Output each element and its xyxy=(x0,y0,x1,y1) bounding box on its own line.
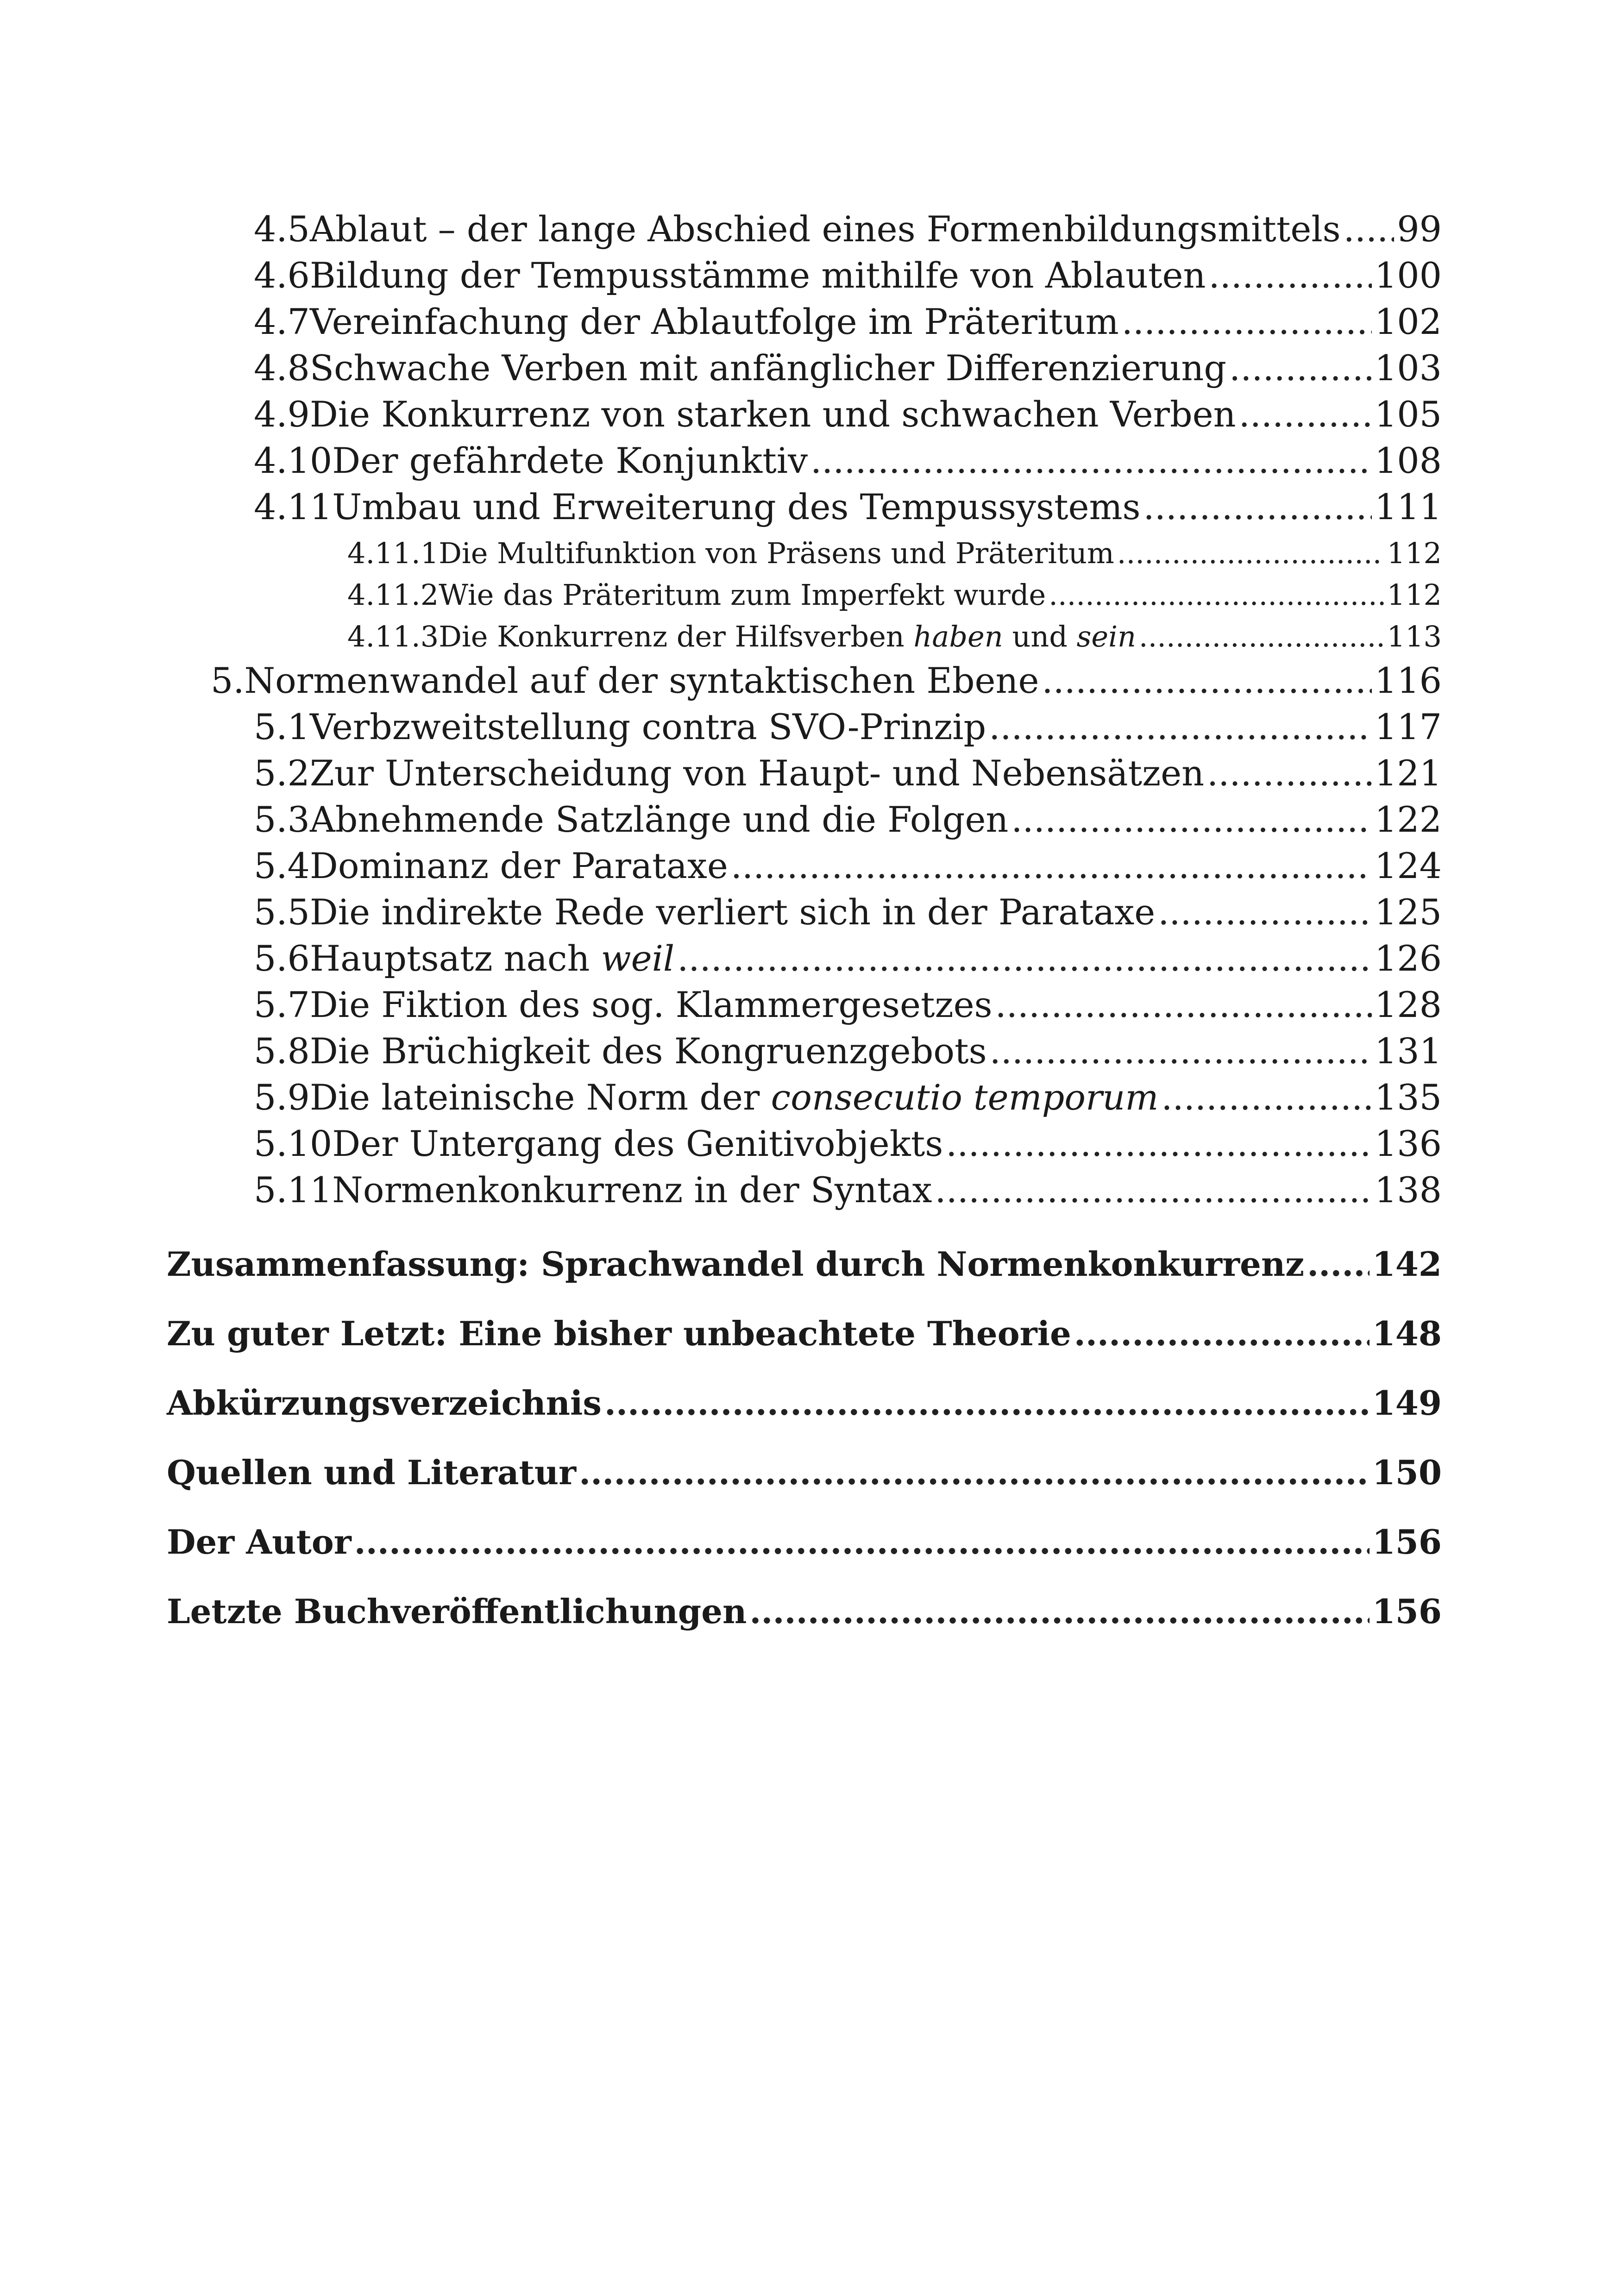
toc-main-autor[interactable] xyxy=(167,1517,1442,1568)
dot-leader xyxy=(935,1167,1372,1213)
entry-title-italic-sein: sein xyxy=(1076,620,1136,653)
chapter-number: 5. xyxy=(211,660,245,701)
entry-title xyxy=(310,935,674,982)
entry-page: 135 xyxy=(1374,1077,1442,1118)
toc-entry-5-2[interactable] xyxy=(254,750,1442,797)
entry-title xyxy=(439,616,1136,658)
main-title: Abkürzungsverzeichnis xyxy=(167,1383,602,1423)
main-title: Quellen und Literatur xyxy=(167,1453,577,1492)
toc-entry-4-5[interactable] xyxy=(254,206,1442,252)
main-page: 142 xyxy=(1372,1244,1442,1284)
main-page: 150 xyxy=(1372,1453,1442,1492)
dot-leader xyxy=(604,1378,1370,1429)
entry-page: 117 xyxy=(1374,706,1442,747)
dot-leader xyxy=(1158,889,1372,935)
entry-title: Der gefährdete Konjunktiv xyxy=(332,440,808,481)
dot-leader xyxy=(1143,484,1372,530)
dot-leader xyxy=(1011,797,1372,843)
entry-page: 136 xyxy=(1374,1123,1442,1164)
main-title: Der Autor xyxy=(167,1522,352,1562)
entry-number: 5.7 xyxy=(254,984,310,1025)
main-title: Zu guter Letzt: Eine bisher unbeachtete Theorie xyxy=(167,1314,1071,1353)
entry-title-text-und: und xyxy=(1003,620,1077,653)
dot-leader xyxy=(1344,206,1395,252)
dot-leader xyxy=(990,1028,1372,1074)
dot-leader xyxy=(1139,616,1384,658)
toc-entry-5-9[interactable] xyxy=(254,1074,1442,1121)
entry-number: 4.11.1 xyxy=(347,536,439,570)
dot-leader xyxy=(989,704,1372,750)
entry-number: 4.10 xyxy=(254,440,333,481)
toc-main-abkuerzungsverzeichnis[interactable] xyxy=(167,1378,1442,1429)
entry-number: 5.2 xyxy=(254,753,310,794)
entry-number: 4.11.3 xyxy=(347,620,439,653)
entry-title: Verbzweitstellung contra SVO-Prinzip xyxy=(309,706,986,747)
entry-page: 99 xyxy=(1397,208,1442,250)
entry-number: 5.9 xyxy=(254,1077,310,1118)
entry-number: 4.7 xyxy=(254,301,310,342)
toc-entry-5-4[interactable] xyxy=(254,843,1442,889)
entry-page: 131 xyxy=(1374,1030,1442,1072)
entry-title: Abnehmende Satzlänge und die Folgen xyxy=(309,799,1009,840)
entry-number: 5.4 xyxy=(254,845,310,886)
entry-title: Die Brüchigkeit des Kongruenzgebots xyxy=(309,1030,987,1072)
entry-title-italic-haben: haben xyxy=(913,620,1003,653)
entry-number: 4.11.2 xyxy=(347,578,439,612)
main-title: Zusammenfassung: Sprachwandel durch Normenkonkurrenz xyxy=(167,1244,1305,1284)
dot-leader xyxy=(731,843,1372,889)
entry-number: 5.3 xyxy=(254,799,310,840)
entry-title: Die Multifunktion von Präsens und Präteritum xyxy=(439,536,1114,570)
toc-entry-5-7[interactable] xyxy=(254,982,1442,1028)
entry-title: Die Konkurrenz von starken und schwachen Verben xyxy=(309,394,1236,435)
entry-title: Umbau und Erweiterung des Tempussystems xyxy=(332,486,1141,527)
entry-title: Ablaut – der lange Abschied eines Formenbildungsmittels xyxy=(309,208,1341,250)
entry-title: Schwache Verben mit anfänglicher Differenzierung xyxy=(309,347,1227,389)
entry-title: Wie das Präteritum zum Imperfekt wurde xyxy=(439,578,1046,612)
toc-entry-5-3[interactable] xyxy=(254,797,1442,843)
toc-entry-4-11-1[interactable] xyxy=(347,533,1442,574)
entry-number: 4.8 xyxy=(254,347,310,389)
dot-leader xyxy=(1117,533,1384,574)
entry-page: 122 xyxy=(1374,799,1442,840)
entry-title-text: Die lateinische Norm der xyxy=(309,1077,771,1118)
dot-leader xyxy=(749,1586,1369,1637)
entry-number: 5.1 xyxy=(254,706,310,747)
chapter-page: 116 xyxy=(1374,660,1442,701)
dot-leader xyxy=(1161,1074,1372,1121)
entry-page: 105 xyxy=(1374,394,1442,435)
toc-entry-5-8[interactable] xyxy=(254,1028,1442,1074)
toc-entry-4-10[interactable] xyxy=(254,438,1442,484)
toc-entry-4-11[interactable] xyxy=(254,484,1442,530)
entry-number: 5.6 xyxy=(254,938,310,979)
entry-page: 113 xyxy=(1387,620,1442,653)
dot-leader xyxy=(1122,299,1372,345)
entry-title: Bildung der Tempusstämme mithilfe von Ablauten xyxy=(309,255,1206,296)
toc-entry-4-11-3[interactable] xyxy=(347,616,1442,658)
toc-entry-5-10[interactable] xyxy=(254,1121,1442,1167)
entry-page: 111 xyxy=(1374,486,1442,527)
entry-title-italic: consecutio temporum xyxy=(771,1077,1159,1118)
entry-page: 126 xyxy=(1374,938,1442,979)
entry-number: 4.6 xyxy=(254,255,310,296)
entry-title-text: Hauptsatz nach xyxy=(309,938,601,979)
dot-leader xyxy=(579,1447,1370,1498)
entry-number: 5.11 xyxy=(254,1169,333,1211)
toc-entry-5-11[interactable] xyxy=(254,1167,1442,1213)
entry-number: 4.9 xyxy=(254,394,310,435)
dot-leader xyxy=(1229,345,1372,391)
entry-page: 121 xyxy=(1374,753,1442,794)
entry-title: Vereinfachung der Ablautfolge im Präteritum xyxy=(309,301,1119,342)
dot-leader xyxy=(810,438,1372,484)
entry-title-italic: weil xyxy=(601,938,675,979)
toc-chapter-5[interactable] xyxy=(211,658,1442,704)
toc-entry-5-1[interactable] xyxy=(254,704,1442,750)
entry-title: Die indirekte Rede verliert sich in der Parataxe xyxy=(309,891,1156,933)
entry-title: Die Fiktion des sog. Klammergesetzes xyxy=(309,984,993,1025)
entry-number: 5.8 xyxy=(254,1030,310,1072)
toc-entry-4-6[interactable] xyxy=(254,252,1442,299)
dot-leader xyxy=(1207,750,1372,797)
entry-page: 112 xyxy=(1387,536,1442,570)
entry-title: Normenkonkurrenz in der Syntax xyxy=(332,1169,932,1211)
main-page: 148 xyxy=(1372,1314,1442,1353)
main-title: Letzte Buchveröffentlichungen xyxy=(167,1592,747,1631)
entry-number: 4.5 xyxy=(254,208,310,250)
toc-main-zusammenfassung[interactable] xyxy=(167,1239,1442,1290)
entry-page: 124 xyxy=(1374,845,1442,886)
dot-leader xyxy=(946,1121,1372,1167)
main-page: 149 xyxy=(1372,1383,1442,1423)
dot-leader xyxy=(1208,252,1371,299)
toc-main-quellen[interactable] xyxy=(167,1447,1442,1498)
entry-page: 138 xyxy=(1374,1169,1442,1211)
entry-number: 4.11 xyxy=(254,486,333,527)
toc-entry-4-8[interactable] xyxy=(254,345,1442,391)
dot-leader xyxy=(1307,1239,1370,1290)
entry-title: Zur Unterscheidung von Haupt- und Nebensätzen xyxy=(309,753,1205,794)
entry-page: 100 xyxy=(1374,255,1442,296)
dot-leader xyxy=(1239,391,1372,438)
toc-entry-4-9[interactable] xyxy=(254,391,1442,438)
toc-main-zu-guter-letzt[interactable] xyxy=(167,1308,1442,1359)
entry-page: 102 xyxy=(1374,301,1442,342)
entry-page: 125 xyxy=(1374,891,1442,933)
entry-page: 103 xyxy=(1374,347,1442,389)
toc-entry-4-7[interactable] xyxy=(254,299,1442,345)
entry-page: 108 xyxy=(1374,440,1442,481)
dot-leader xyxy=(1074,1308,1370,1359)
entry-title: Der Untergang des Genitivobjekts xyxy=(332,1123,943,1164)
dot-leader xyxy=(1049,574,1384,616)
entry-title xyxy=(310,1074,1159,1121)
dot-leader xyxy=(995,982,1372,1028)
toc-main-buchveroeffentlichungen[interactable] xyxy=(167,1586,1442,1637)
main-page: 156 xyxy=(1372,1592,1442,1631)
entry-number: 5.10 xyxy=(254,1123,333,1164)
entry-page: 112 xyxy=(1387,578,1442,612)
entry-title-text: Die Konkurrenz der Hilfsverben xyxy=(439,620,914,653)
entry-page: 128 xyxy=(1374,984,1442,1025)
dot-leader xyxy=(1042,658,1372,704)
dot-leader xyxy=(677,935,1372,982)
toc-entry-5-5[interactable] xyxy=(254,889,1442,935)
main-page: 156 xyxy=(1372,1522,1442,1562)
toc-entry-5-6[interactable] xyxy=(254,935,1442,982)
dot-leader xyxy=(354,1517,1370,1568)
chapter-title: Normenwandel auf der syntaktischen Ebene xyxy=(244,660,1039,701)
entry-title: Dominanz der Parataxe xyxy=(309,845,728,886)
toc-entry-4-11-2[interactable] xyxy=(347,574,1442,616)
entry-number: 5.5 xyxy=(254,891,310,933)
